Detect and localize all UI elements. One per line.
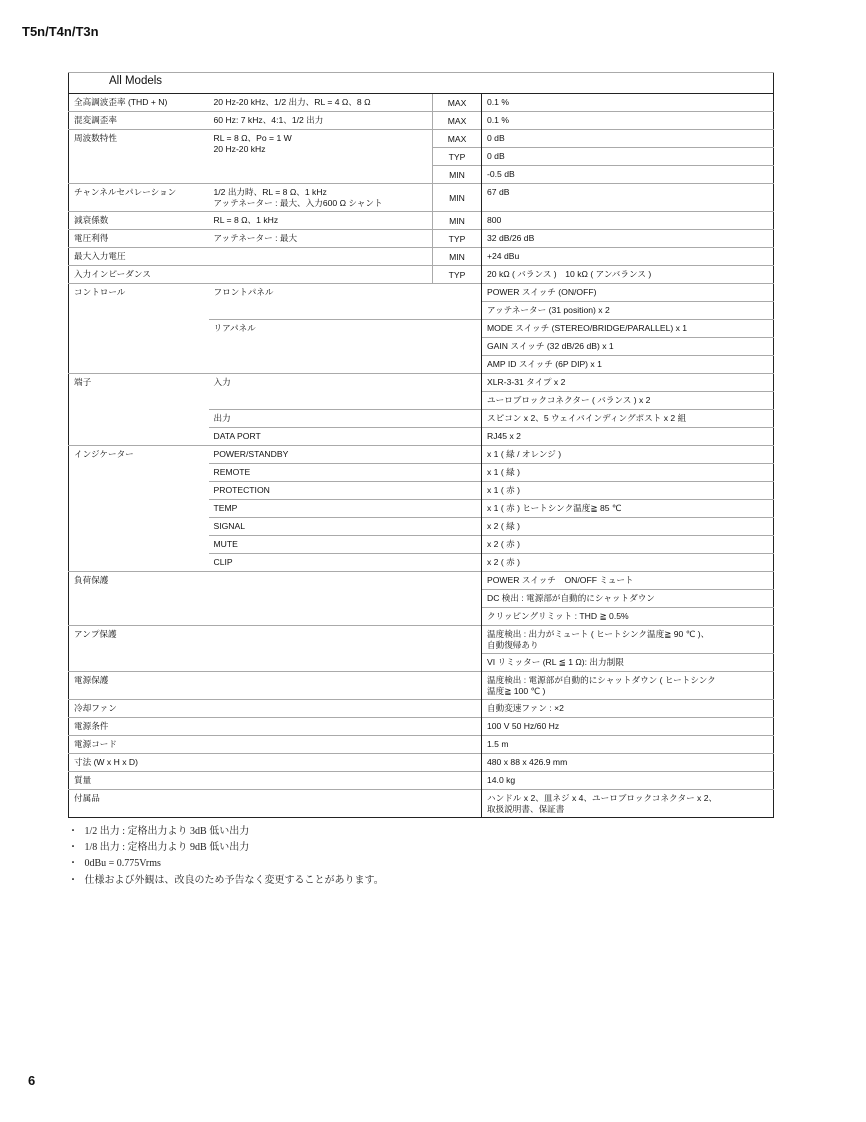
table-row [69, 212, 774, 230]
spec-value: 100 V 50 Hz/60 Hz [482, 718, 774, 736]
spec-value: 自動変速ファン : ×2 [482, 700, 774, 718]
spec-value: x 1 ( 赤 ) ヒートシンク温度≧ 85 ℃ [482, 500, 774, 518]
spec-value: RJ45 x 2 [482, 428, 774, 446]
spec-subitem: リアパネル [209, 320, 482, 374]
spec-value: +24 dBu [482, 248, 774, 266]
spec-type: MIN [433, 212, 482, 230]
table-row [69, 112, 774, 130]
table-row [69, 718, 774, 736]
spec-subitem: PROTECTION [209, 482, 482, 500]
table-row [69, 248, 774, 266]
spec-subitem: REMOTE [209, 464, 482, 482]
spec-item-label: 冷却ファン [69, 700, 482, 718]
spec-subitem: POWER/STANDBY [209, 446, 482, 464]
spec-subitem: 出力 [209, 410, 482, 428]
document-title: T5n/T4n/T3n [22, 24, 99, 39]
spec-value: x 1 ( 緑 ) [482, 464, 774, 482]
spec-value: -0.5 dB [482, 166, 774, 184]
table-row [69, 572, 774, 590]
spec-item-label: 全高調波歪率 (THD + N) [69, 94, 209, 112]
spec-value: 800 [482, 212, 774, 230]
table-row [69, 284, 774, 302]
spec-type: MAX [433, 130, 482, 148]
spec-item-label: 入力インピーダンス [69, 266, 209, 284]
spec-value: x 1 ( 緑 / オレンジ ) [482, 446, 774, 464]
spec-subitem: 入力 [209, 374, 482, 410]
table-row [69, 772, 774, 790]
spec-condition: RL = 8 Ω、Po = 1 W 20 Hz-20 kHz [209, 130, 433, 184]
spec-item-label: 付属品 [69, 790, 482, 818]
table-row [69, 736, 774, 754]
spec-condition [209, 248, 433, 266]
spec-value: x 2 ( 赤 ) [482, 554, 774, 572]
footnote: ・ 仕様および外観は、改良のため予告なく変更することがあります。 [68, 873, 773, 889]
table-row [69, 700, 774, 718]
table-header: All Models [69, 73, 774, 94]
spec-item-label: 電源条件 [69, 718, 482, 736]
spec-value: 32 dB/26 dB [482, 230, 774, 248]
spec-subitem: フロントパネル [209, 284, 482, 320]
spec-type: MIN [433, 248, 482, 266]
spec-value: AMP ID スイッチ (6P DIP) x 1 [482, 356, 774, 374]
spec-item-label: 減衰係数 [69, 212, 209, 230]
table-row [69, 626, 774, 654]
spec-value: 20 kΩ ( バランス ) 10 kΩ ( アンバランス ) [482, 266, 774, 284]
footnotes [68, 824, 773, 889]
spec-value: x 2 ( 緑 ) [482, 518, 774, 536]
spec-condition: 20 Hz-20 kHz、1/2 出力、RL = 4 Ω、8 Ω [209, 94, 433, 112]
spec-table [68, 72, 774, 818]
spec-item-label: コントロール [69, 284, 209, 374]
spec-value: x 2 ( 赤 ) [482, 536, 774, 554]
footnote: ・ 1/8 出力 : 定格出力より 9dB 低い出力 [68, 840, 773, 856]
content [68, 72, 773, 889]
spec-type: MIN [433, 184, 482, 212]
spec-type: TYP [433, 148, 482, 166]
page-number: 6 [28, 1073, 36, 1088]
spec-value: クリッピングリミット : THD ≧ 0.5% [482, 608, 774, 626]
spec-value: ユーロブロックコネクター ( バランス ) x 2 [482, 392, 774, 410]
spec-subitem: TEMP [209, 500, 482, 518]
table-row [69, 672, 774, 700]
spec-value: MODE スイッチ (STEREO/BRIDGE/PARALLEL) x 1 [482, 320, 774, 338]
spec-item-label: 電圧利得 [69, 230, 209, 248]
spec-condition: 60 Hz: 7 kHz、4:1、1/2 出力 [209, 112, 433, 130]
spec-value: 67 dB [482, 184, 774, 212]
spec-item-label: アンプ保護 [69, 626, 482, 672]
table-row [69, 754, 774, 772]
spec-value: 1.5 m [482, 736, 774, 754]
spec-value: DC 検出 : 電源部が自動的にシャットダウン [482, 590, 774, 608]
spec-value: 0 dB [482, 148, 774, 166]
table-header-row [69, 73, 774, 94]
table-row [69, 94, 774, 112]
spec-type: MAX [433, 94, 482, 112]
spec-condition: 1/2 出力時、RL = 8 Ω、1 kHz アッテネーター : 最大、入力600 Ω シャント [209, 184, 433, 212]
spec-value: 480 x 88 x 426.9 mm [482, 754, 774, 772]
spec-subitem: MUTE [209, 536, 482, 554]
spec-type: MIN [433, 166, 482, 184]
spec-type: TYP [433, 230, 482, 248]
spec-value: アッテネーター (31 position) x 2 [482, 302, 774, 320]
spec-value: ハンドル x 2、皿ネジ x 4、ユーロブロックコネクター x 2、 取扱説明書、保証書 [482, 790, 774, 818]
spec-value: XLR-3-31 タイプ x 2 [482, 374, 774, 392]
table-row [69, 266, 774, 284]
spec-value: スピコン x 2、5 ウェイバインディングポスト x 2 組 [482, 410, 774, 428]
spec-item-label: 周波数特性 [69, 130, 209, 184]
spec-subitem: DATA PORT [209, 428, 482, 446]
spec-value: 温度検出 : 出力がミュート ( ヒートシンク温度≧ 90 ℃ )、 自動復帰あり [482, 626, 774, 654]
spec-condition [209, 266, 433, 284]
table-row [69, 790, 774, 818]
spec-condition: RL = 8 Ω、1 kHz [209, 212, 433, 230]
spec-item-label: チャンネルセパレーション [69, 184, 209, 212]
spec-subitem: CLIP [209, 554, 482, 572]
spec-value: 0.1 % [482, 112, 774, 130]
spec-type: MAX [433, 112, 482, 130]
table-row [69, 184, 774, 212]
spec-value: GAIN スイッチ (32 dB/26 dB) x 1 [482, 338, 774, 356]
spec-item-label: 端子 [69, 374, 209, 446]
spec-item-label: 電源保護 [69, 672, 482, 700]
spec-item-label: 混変調歪率 [69, 112, 209, 130]
spec-item-label: 質量 [69, 772, 482, 790]
spec-value: POWER スイッチ ON/OFF ミュート [482, 572, 774, 590]
spec-value: x 1 ( 赤 ) [482, 482, 774, 500]
spec-value: 0 dB [482, 130, 774, 148]
spec-item-label: インジケーター [69, 446, 209, 572]
spec-type: TYP [433, 266, 482, 284]
table-row [69, 230, 774, 248]
footnote: ・ 0dBu = 0.775Vrms [68, 856, 773, 872]
spec-item-label: 寸法 (W x H x D) [69, 754, 482, 772]
spec-value: VI リミッター (RL ≦ 1 Ω): 出力制限 [482, 654, 774, 672]
table-row [69, 130, 774, 148]
table-row [69, 374, 774, 392]
spec-value: POWER スイッチ (ON/OFF) [482, 284, 774, 302]
footnote: ・ 1/2 出力 : 定格出力より 3dB 低い出力 [68, 824, 773, 840]
spec-subitem: SIGNAL [209, 518, 482, 536]
spec-item-label: 最大入力電圧 [69, 248, 209, 266]
spec-value: 温度検出 : 電源部が自動的にシャットダウン ( ヒートシンク 温度≧ 100 ℃ ) [482, 672, 774, 700]
spec-item-label: 負荷保護 [69, 572, 482, 626]
spec-value: 14.0 kg [482, 772, 774, 790]
spec-value: 0.1 % [482, 94, 774, 112]
spec-item-label: 電源コード [69, 736, 482, 754]
spec-condition: アッテネーター : 最大 [209, 230, 433, 248]
table-row [69, 446, 774, 464]
